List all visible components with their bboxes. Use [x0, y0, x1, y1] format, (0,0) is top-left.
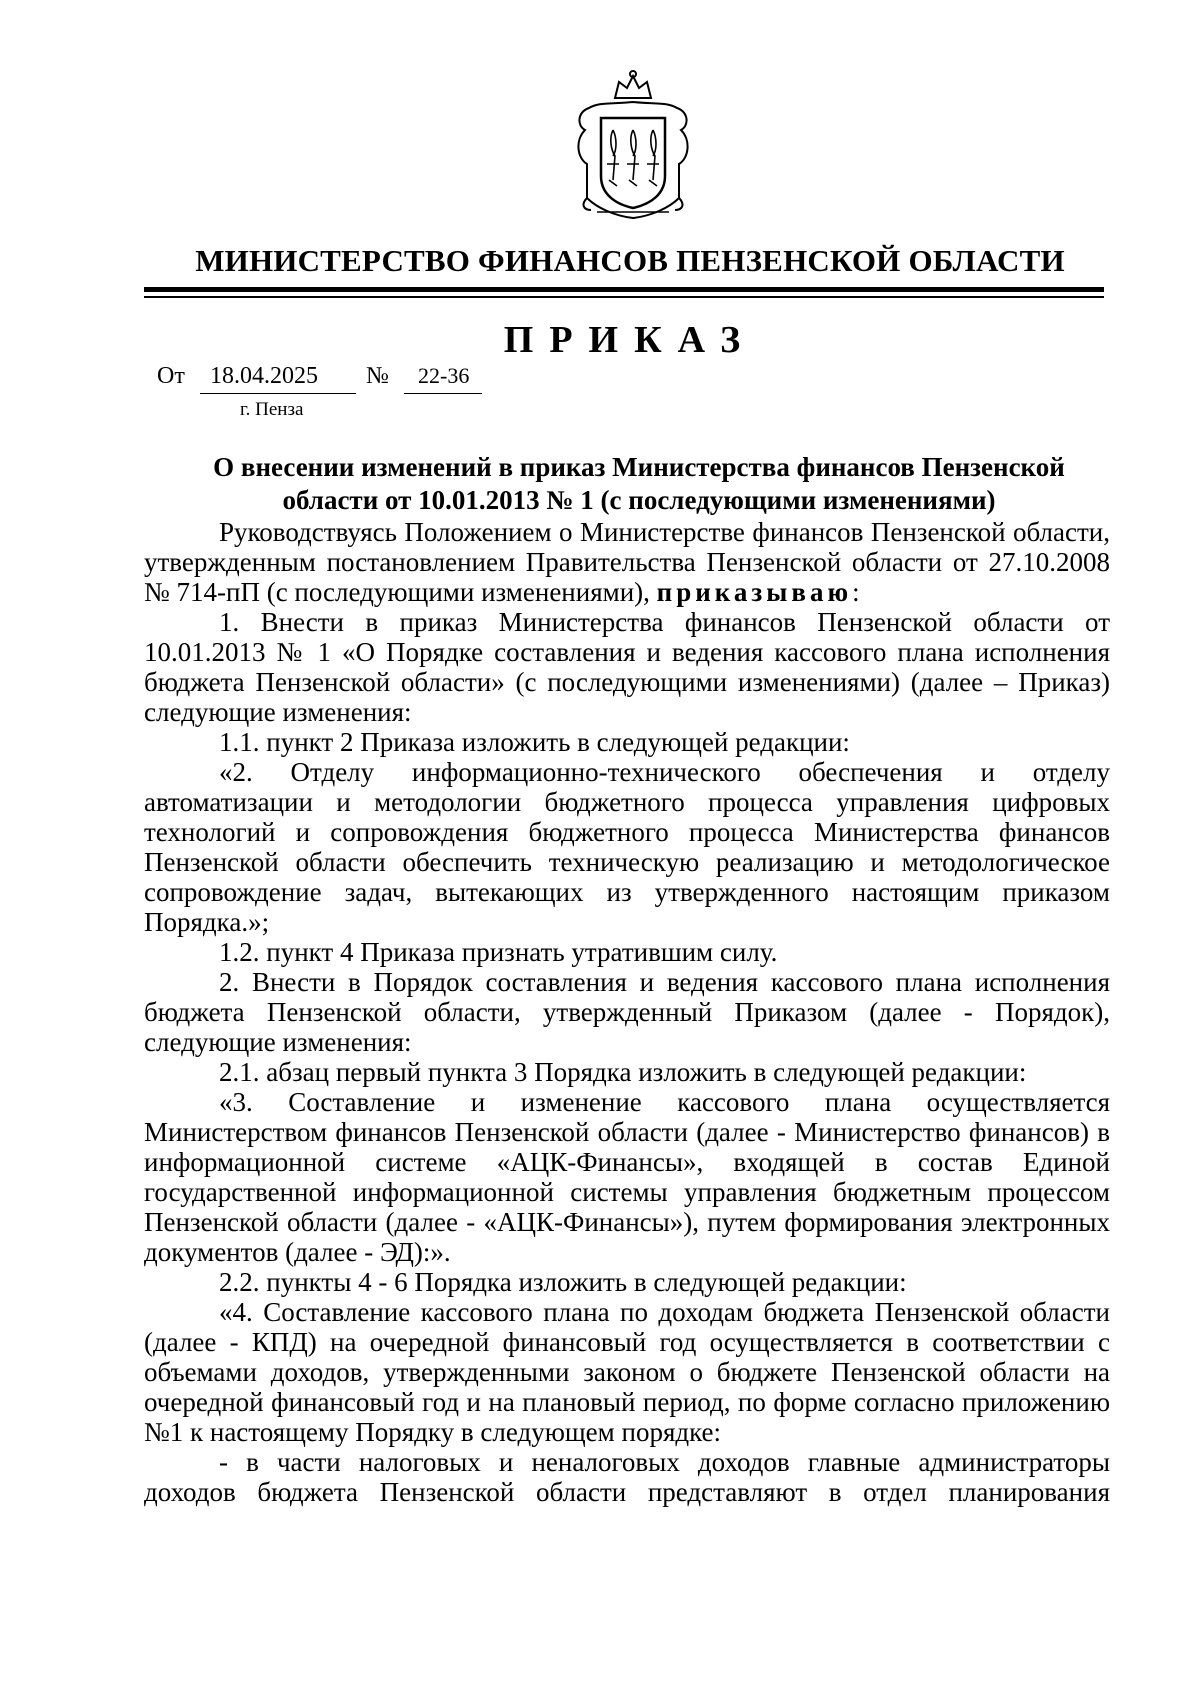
order-date: 18.04.2025: [210, 363, 318, 389]
paragraph-item-2: 2. Внести в Порядок составления и ведения кассового плана исполнения бюджета Пензенской области, утвержденный Приказом (далее - Порядок), следующие изменения:: [144, 967, 1110, 1057]
document-type-title: ПРИКАЗ: [503, 319, 757, 361]
heading-line-1: О внесении изменений в приказ Министерства финансов Пензенской: [213, 452, 1065, 482]
number-label: №: [366, 363, 389, 389]
city-label: г. Пенза: [240, 399, 304, 420]
ministry-name: МИНИСТЕРСТВО ФИНАНСОВ ПЕНЗЕНСКОЙ ОБЛАСТИ: [195, 243, 1065, 278]
header-rule-thin: [144, 296, 1104, 298]
order-heading: [144, 451, 1104, 517]
date-prefix-label: От: [157, 363, 185, 389]
paragraph-item-1: 1. Внести в приказ Министерства финансов Пензенской области от 10.01.2013 № 1 «О Порядке составления и ведения кассового плана исполнения бюджета Пензенской области» (с последующими изменениями) (далее – Приказ) следующие изменения:: [144, 607, 1110, 727]
preamble-text: Руководствуясь Положением о Министерстве финансов Пензенской области, утвержденным постановлением Правительства Пензенской области от 27.10.2008 № 714-пП (с последующими изменениями),: [144, 517, 1110, 607]
paragraph-item-1-1: 1.1. пункт 2 Приказа изложить в следующей редакции:: [219, 727, 850, 757]
order-body: [144, 517, 1110, 1507]
paragraph-item-1-2: 1.2. пункт 4 Приказа признать утратившим силу.: [219, 937, 778, 967]
coat-of-arms-emblem: [567, 68, 699, 220]
paragraph-item-2-2: 2.2. пункты 4 - 6 Порядка изложить в следующей редакции:: [219, 1267, 907, 1297]
paragraph-dash-item: - в части налоговых и неналоговых доходов главные администраторы доходов бюджета Пензенской области представляют в отдел планирования: [144, 1447, 1110, 1507]
paragraph-quote-4: «4. Составление кассового плана по доходам бюджета Пензенской области (далее - КПД) на очередной финансовый год осуществляется в соответствии с объемами доходов, утвержденными законом о бюджете Пензенской области на очередной финансовый год и на плановый период, по форме согласно приложению №1 к настоящему Порядку в следующем порядке:: [144, 1297, 1110, 1447]
heading-line-2: области от 10.01.2013 № 1 (с последующими изменениями): [282, 485, 996, 515]
paragraph-quote-2: «2. Отделу информационно-технического обеспечения и отделу автоматизации и методологии бюджетного процесса управления цифровых технологий и сопровождения бюджетного процесса Министерства финансов Пензенской области обеспечить техническую реализацию и методологическое сопровождение задач, вытекающих из утвержденного настоящим приказом Порядка.»;: [144, 757, 1110, 937]
number-underline: [404, 393, 482, 394]
paragraph-preamble: [144, 517, 1110, 607]
header-rule-thick: [144, 287, 1104, 292]
preamble-emphasis: приказываю: [656, 577, 853, 607]
date-underline: [200, 393, 356, 394]
order-number: 22-36: [418, 363, 470, 388]
preamble-end: :: [852, 577, 860, 607]
paragraph-quote-3: «3. Составление и изменение кассового плана осуществляется Министерством финансов Пензенской области (далее - Министерство финансов) в информационной системе «АЦК-Финансы», входящей в состав Единой государственной информационной системы управления бюджетным процессом Пензенской области (далее - «АЦК-Финансы»), путем формирования электронных документов (далее - ЭД):».: [144, 1087, 1110, 1267]
paragraph-item-2-1: 2.1. абзац первый пункта 3 Порядка изложить в следующей редакции:: [219, 1057, 1027, 1087]
